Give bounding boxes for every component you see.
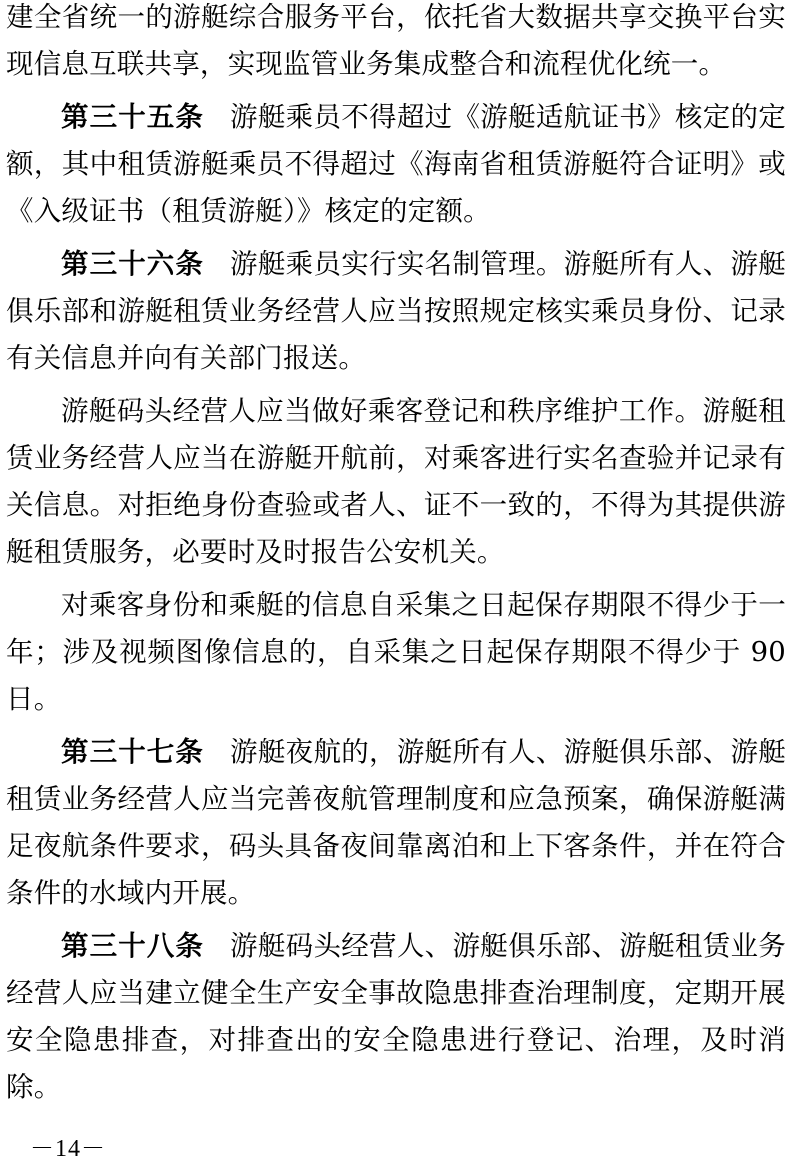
paragraph-text: 游艇码头经营人、游艇俱乐部、游艇租赁业务经营人应当建立健全生产安全事故隐患排查治理制度，定期开展安全隐患排查，对排查出的安全隐患进行登记、治理，及时消除。: [6, 930, 787, 1103]
document-body: [6, 0, 786, 1111]
article-36: [6, 241, 786, 382]
article-label: 第三十六条: [61, 248, 205, 280]
page-number: －14－: [30, 1136, 106, 1162]
article-label: 第三十八条: [61, 930, 205, 962]
article-35: [6, 94, 786, 235]
paragraph-text: 建全省统一的游艇综合服务平台，依托省大数据共享交换平台实现信息互联共享，实现监管业务集成整合和流程优化统一。: [6, 1, 786, 80]
article-label: 第三十七条: [61, 736, 205, 768]
article-37: [6, 729, 786, 917]
paragraph-text: 游艇乘员实行实名制管理。游艇所有人、游艇俱乐部和游艇租赁业务经营人应当按照规定核实乘员身份、记录有关信息并向有关部门报送。: [6, 248, 787, 374]
article-36-paragraph-2: [6, 388, 786, 576]
paragraph-text: 游艇码头经营人应当做好乘客登记和秩序维护工作。游艇租赁业务经营人应当在游艇开航前，对乘客进行实名查验并记录有关信息。对拒绝身份查验或者人、证不一致的，不得为其提供游艇租赁服务，必要时及时报告公安机关。: [6, 395, 786, 568]
paragraph-continuation: [6, 0, 786, 88]
article-label: 第三十五条: [61, 101, 205, 133]
paragraph-text: 游艇乘员不得超过《游艇适航证书》核定的定额，其中租赁游艇乘员不得超过《海南省租赁游艇符合证明》或《入级证书（租赁游艇）》核定的定额。: [6, 101, 787, 227]
article-38: [6, 923, 786, 1111]
article-36-paragraph-3: [6, 582, 786, 723]
paragraph-text: 游艇夜航的，游艇所有人、游艇俱乐部、游艇租赁业务经营人应当完善夜航管理制度和应急预案，确保游艇满足夜航条件要求，码头具备夜间靠离泊和上下客条件，并在符合条件的水域内开展。: [6, 736, 787, 909]
paragraph-text: 对乘客身份和乘艇的信息自采集之日起保存期限不得少于一年；涉及视频图像信息的，自采集之日起保存期限不得少于 90 日。: [6, 589, 786, 715]
